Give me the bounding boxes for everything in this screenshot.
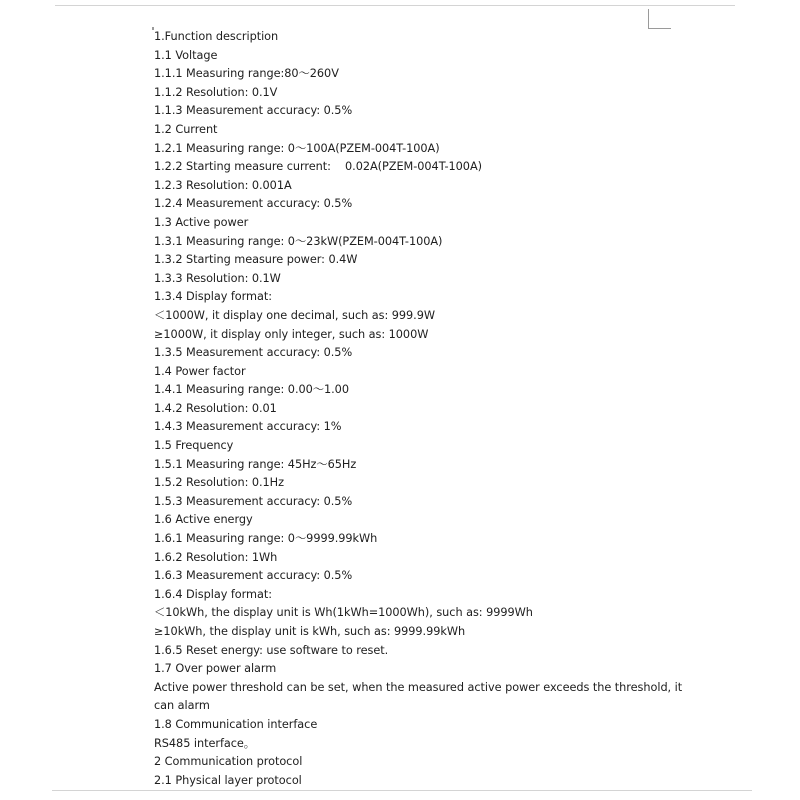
heading-voltage: 1.1 Voltage — [154, 48, 218, 62]
section-heading-function-description: 1.Function description — [154, 30, 279, 43]
spec-line: 1.5.1 Measuring range: 45Hz～65Hz — [154, 457, 357, 471]
page-top-rule — [55, 5, 735, 6]
display-rule-line: ＜1000W, it display one decimal, such as: 999.9W — [154, 308, 435, 322]
spec-line: 1.3.1 Measuring range: 0～23kW(PZEM-004T-100A) — [154, 234, 443, 248]
spec-line: 1.6.4 Display format: — [154, 587, 273, 601]
spec-line: 1.1.1 Measuring range:80～260V — [154, 67, 339, 81]
spec-line: 1.5.2 Resolution: 0.1Hz — [154, 476, 284, 490]
spec-line: 1.4.3 Measurement accuracy: 1% — [154, 420, 342, 434]
spec-line: 1.4.2 Resolution: 0.01 — [154, 401, 277, 415]
display-rule-line: ≥10kWh, the display unit is kWh, such as: 9999.99kWh — [154, 625, 466, 638]
spec-line: 1.3.5 Measurement accuracy: 0.5% — [154, 346, 353, 360]
margin-corner-mark — [648, 9, 671, 29]
spec-line: 1.2.1 Measuring range: 0～100A(PZEM-004T-100A) — [154, 141, 440, 155]
spec-line: 1.3.4 Display format: — [154, 290, 273, 304]
spec-line: 1.1.3 Measurement accuracy: 0.5% — [154, 104, 353, 118]
heading-current: 1.2 Current — [154, 122, 218, 136]
spec-line: 1.4.1 Measuring range: 0.00～1.00 — [154, 383, 349, 397]
spec-line: 1.5.3 Measurement accuracy: 0.5% — [154, 494, 353, 508]
spec-line: 1.3.2 Starting measure power: 0.4W — [154, 253, 358, 267]
spec-line: 1.2.4 Measurement accuracy: 0.5% — [154, 197, 353, 211]
page-bottom-rule — [52, 790, 752, 791]
heading-over-power-alarm: 1.7 Over power alarm — [154, 662, 277, 676]
document-body — [154, 28, 683, 790]
heading-communication-protocol: 2 Communication protocol — [154, 755, 303, 769]
heading-communication-interface: 1.8 Communication interface — [154, 717, 318, 731]
heading-frequency: 1.5 Frequency — [154, 439, 234, 453]
heading-physical-layer-protocol: 2.1 Physical layer protocol — [154, 773, 302, 787]
paragraph-line: can alarm — [154, 699, 210, 713]
paragraph-line: Active power threshold can be set, when the measured active power exceeds the threshold, it — [154, 680, 683, 694]
spec-line: 1.2.2 Starting measure current: 0.02A(PZEM-004T-100A) — [154, 160, 482, 174]
display-rule-line: ＜10kWh, the display unit is Wh(1kWh=1000Wh), such as: 9999Wh — [154, 606, 533, 620]
spec-line: 1.3.3 Resolution: 0.1W — [154, 271, 281, 285]
spec-line: 1.6.5 Reset energy: use software to reset. — [154, 643, 389, 657]
spec-line: 1.6.3 Measurement accuracy: 0.5% — [154, 569, 353, 583]
heading-active-power: 1.3 Active power — [154, 215, 249, 229]
spec-line: 1.6.2 Resolution: 1Wh — [154, 550, 278, 564]
spec-line: 1.6.1 Measuring range: 0～9999.99kWh — [154, 532, 378, 546]
display-rule-line: ≥1000W, it display only integer, such as: 1000W — [154, 327, 429, 341]
heading-active-energy: 1.6 Active energy — [154, 513, 253, 527]
spec-line: 1.1.2 Resolution: 0.1V — [154, 85, 278, 99]
paragraph-line: RS485 interface。 — [154, 736, 256, 750]
spec-line: 1.2.3 Resolution: 0.001A — [154, 178, 292, 192]
heading-power-factor: 1.4 Power factor — [154, 364, 246, 378]
